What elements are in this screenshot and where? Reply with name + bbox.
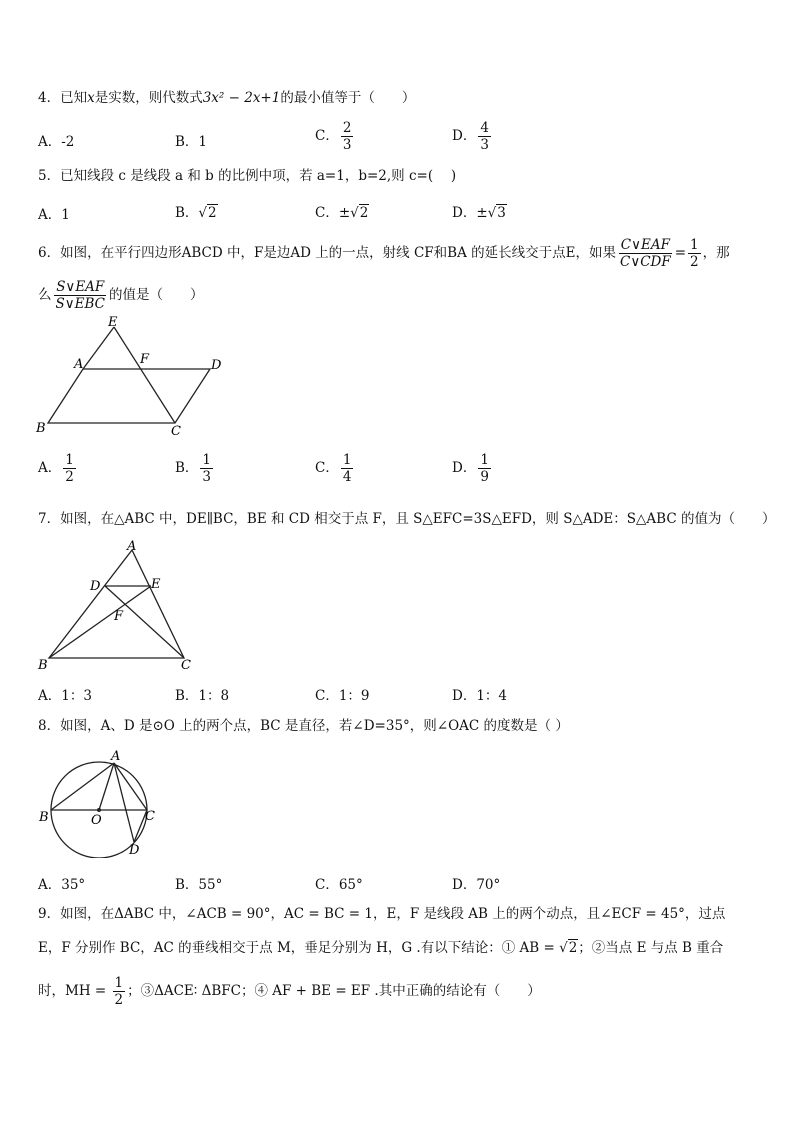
q6-c-frac bbox=[341, 452, 354, 485]
q6-a-num: 1 bbox=[65, 452, 74, 468]
q6-label-d: D bbox=[211, 358, 222, 373]
q9-sqrt-radicand: 2 bbox=[568, 940, 578, 956]
q6-half-num: 1 bbox=[690, 237, 699, 253]
q6-d-num: 1 bbox=[480, 452, 489, 468]
q4-option-b: B．1 bbox=[175, 134, 208, 150]
q4-d-den: 3 bbox=[480, 137, 489, 153]
q4-option-c-label: C． bbox=[315, 128, 339, 144]
q8-circle-figure bbox=[34, 748, 164, 858]
q6-parallelogram bbox=[48, 369, 210, 423]
q8-label-c: C bbox=[145, 809, 155, 824]
q4-c-num: 2 bbox=[342, 120, 352, 136]
q6-b-den: 3 bbox=[202, 469, 212, 485]
q8-option-d: D．70° bbox=[452, 877, 501, 893]
q6-equals: = bbox=[674, 245, 687, 261]
q6-stem-b: ，那 bbox=[702, 245, 730, 261]
q6-label-e: E bbox=[108, 315, 118, 330]
q9-line1: 9．如图，在ΔABC 中，∠ACB = 90°，AC = BC = 1，E，F 是线段 AB 上的两个动点，且∠ECF = 45°，过点 bbox=[38, 906, 726, 922]
q7-line-be bbox=[49, 586, 151, 658]
q5-b-sqrt: √2 bbox=[198, 205, 217, 221]
q6-b-label: B． bbox=[175, 460, 199, 476]
q6-a-label: A． bbox=[38, 460, 62, 476]
q9-line2 bbox=[38, 938, 723, 958]
q5-option-b bbox=[175, 201, 218, 221]
q6-stem-line1 bbox=[38, 234, 730, 272]
q7-option-a: A．1：3 bbox=[38, 688, 92, 704]
q4-option-a: A．-2 bbox=[38, 134, 75, 150]
q4-stem-c: 的最小值等于（ ） bbox=[280, 90, 416, 106]
q5-c-sqrt: √2 bbox=[350, 205, 369, 221]
q9-line3 bbox=[38, 972, 541, 1010]
q7-triangle-figure bbox=[34, 538, 204, 678]
q8-option-b: B．55° bbox=[175, 877, 223, 893]
q6-line-ea bbox=[83, 327, 114, 369]
q6-stem-d: 的值是（ ） bbox=[109, 287, 204, 303]
q6-option-c bbox=[315, 452, 355, 485]
q6-option-d bbox=[452, 452, 493, 485]
q8-label-a: A bbox=[111, 749, 121, 764]
q6-a-den: 2 bbox=[65, 469, 74, 485]
q6-area-ratio bbox=[54, 279, 108, 312]
q5-c-label: C．± bbox=[315, 205, 351, 221]
q5-c-radicand: 2 bbox=[359, 205, 369, 221]
q7-label-d: D bbox=[90, 579, 101, 594]
q7-option-c: C．1：9 bbox=[315, 688, 370, 704]
q9-half-den: 2 bbox=[114, 992, 124, 1008]
q8-label-o: O bbox=[91, 813, 102, 828]
q6-half-den: 2 bbox=[690, 254, 699, 270]
q8-line-ao bbox=[99, 763, 114, 810]
q6-stem-a: 6．如图，在平行四边形ABCD 中，F是边AD 上的一点，射线 CF和BA 的延长线交于点E，如果 bbox=[38, 245, 616, 261]
q6-parallelogram-figure bbox=[34, 312, 234, 440]
q6-option-a bbox=[38, 452, 78, 485]
q8-line-ab bbox=[51, 763, 114, 810]
q6-d-frac bbox=[478, 452, 491, 485]
q8-option-c: C．65° bbox=[315, 877, 363, 893]
q6-line-ec bbox=[114, 327, 175, 423]
q7-label-a: A bbox=[127, 539, 137, 554]
q6-frac1-num: C∨EAF bbox=[620, 237, 670, 253]
q7-label-b: B bbox=[38, 658, 48, 673]
q6-label-f: F bbox=[140, 352, 150, 367]
q6-b-num: 1 bbox=[202, 452, 212, 468]
q5-b-label: B． bbox=[175, 205, 199, 221]
q7-option-b: B．1：8 bbox=[175, 688, 230, 704]
q9-sqrt: √2 bbox=[559, 940, 578, 956]
q4-stem-a: 4．已知 bbox=[38, 90, 88, 106]
q6-stem-c: 么 bbox=[38, 287, 52, 303]
q4-option-c bbox=[315, 120, 355, 153]
q6-b-frac bbox=[200, 452, 213, 485]
q4-stem-b: 是实数，则代数式 bbox=[94, 90, 203, 106]
q5-option-c bbox=[315, 201, 369, 221]
q6-c-label: C． bbox=[315, 460, 339, 476]
q6-label-b: B bbox=[36, 421, 46, 436]
q4-expression: 3x² − 2x+1 bbox=[202, 90, 281, 106]
q6-a-frac bbox=[63, 452, 76, 485]
q6-half bbox=[688, 237, 701, 270]
q8-label-b: B bbox=[39, 810, 49, 825]
q6-stem-line2 bbox=[38, 276, 204, 314]
q8-stem: 8．如图，A、D 是⊙O 上的两个点，BC 是直径，若∠D=35°，则∠OAC 的度数是（ ） bbox=[38, 718, 569, 734]
q7-option-d: D．1：4 bbox=[452, 688, 508, 704]
q4-var-x: x bbox=[87, 90, 95, 106]
q5-d-label: D．± bbox=[452, 205, 488, 221]
q8-label-d: D bbox=[129, 843, 140, 858]
q6-c-den: 4 bbox=[342, 469, 352, 485]
q5-stem: 5．已知线段 c 是线段 a 和 b 的比例中项，若 a=1，b=2,则 c=( ) bbox=[38, 168, 457, 184]
q9-half-num: 1 bbox=[114, 975, 124, 991]
q4-option-c-fraction bbox=[341, 120, 354, 153]
q6-label-a: A bbox=[74, 357, 84, 372]
q9-line2-a: E，F 分别作 BC，AC 的垂线相交于点 M，垂足分别为 H，G .有以下结论：① AB = bbox=[38, 940, 560, 956]
q8-option-a: A．35° bbox=[38, 877, 86, 893]
q9-line2-b: ；②当点 E 与点 B 重合 bbox=[578, 940, 724, 956]
q5-d-sqrt: √3 bbox=[487, 205, 506, 221]
q6-frac2-den: S∨EBC bbox=[55, 296, 105, 312]
q5-option-d bbox=[452, 201, 507, 221]
q4-d-num: 4 bbox=[480, 120, 489, 136]
q7-label-c: C bbox=[181, 658, 191, 673]
q4-c-den: 3 bbox=[342, 137, 352, 153]
q9-line3-b: ；③ΔACE∶ ΔBFC；④ AF + BE = EF .其中正确的结论有（ ） bbox=[127, 983, 541, 999]
q5-d-radicand: 3 bbox=[497, 205, 506, 221]
q6-frac1-den: C∨CDF bbox=[620, 254, 671, 270]
q6-option-b bbox=[175, 452, 215, 485]
q5-option-a: A．1 bbox=[38, 207, 70, 223]
q6-d-label: D． bbox=[452, 460, 477, 476]
q6-perimeter-ratio bbox=[618, 237, 673, 270]
q4-option-d-fraction bbox=[478, 120, 491, 153]
q6-d-den: 9 bbox=[480, 469, 489, 485]
q7-stem: 7．如图，在△ABC 中，DE∥BC，BE 和 CD 相交于点 F，且 S△EFC=3S△EFD，则 S△ADE：S△ABC 的值为（ ） bbox=[38, 511, 776, 527]
q4-stem bbox=[38, 88, 415, 108]
q7-label-f: F bbox=[114, 609, 124, 624]
q7-triangle-abc bbox=[49, 550, 184, 658]
q5-b-radicand: 2 bbox=[208, 205, 217, 221]
q9-half bbox=[113, 975, 126, 1008]
q6-c-num: 1 bbox=[342, 452, 352, 468]
q6-frac2-num: S∨EAF bbox=[56, 279, 105, 295]
q4-option-d bbox=[452, 120, 493, 153]
q8-center-dot bbox=[97, 808, 101, 812]
q6-label-c: C bbox=[171, 424, 181, 439]
q9-line3-a: 时，MH = bbox=[38, 983, 111, 999]
q8-line-ac bbox=[114, 763, 147, 810]
q7-label-e: E bbox=[151, 577, 161, 592]
q4-option-d-label: D． bbox=[452, 128, 477, 144]
